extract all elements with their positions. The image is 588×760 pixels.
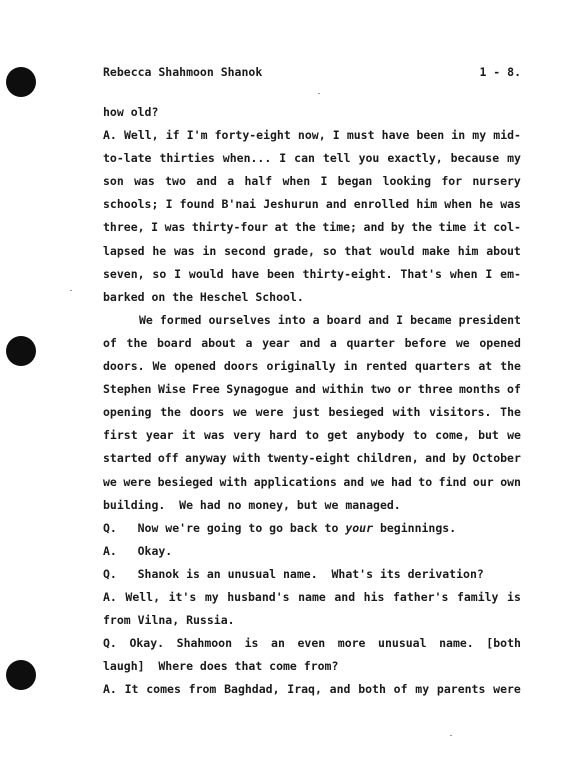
page-number: 1 - 8. <box>479 65 521 79</box>
transcript-line: how old? <box>103 105 159 119</box>
binder-hole-top <box>6 67 36 97</box>
transcript-line: lapsed he was in second grade, so that would make him about <box>103 243 521 258</box>
transcript-line: barked on the Heschel School. <box>103 289 304 304</box>
transcript-line: three, I was thirty-four at the time; and by the time it col- <box>103 220 521 235</box>
transcript-line: seven, so I would have been thirty-eight. That's when I em- <box>103 266 521 281</box>
transcript-line: We formed ourselves into a board and I became president <box>139 312 521 327</box>
transcript-line: Q. Okay. Shahmoon is an even more unusual name. [both <box>103 636 521 651</box>
transcript-body <box>103 101 521 701</box>
transcript-line: Q. Shanok is an unusual name. What's its derivation? <box>103 566 484 581</box>
binder-hole-middle <box>6 336 36 366</box>
transcript-line: opening the doors we were just besieged with visitors. The <box>103 405 521 420</box>
transcript-line: from Vilna, Russia. <box>103 613 235 628</box>
transcript-line: to-late thirties when... I can tell you exactly, because my <box>103 151 521 166</box>
transcript-line: schools; I found B'nai Jeshurun and enrolled him when he was <box>103 197 521 212</box>
transcript-line: doors. We opened doors originally in rented quarters at the <box>103 359 521 374</box>
transcript-line: Stephen Wise Free Synagogue and within two or three months of <box>103 382 521 397</box>
transcript-line: A. Okay. <box>103 543 173 558</box>
transcript-line: son was two and a half when I began looking for nursery <box>103 174 521 189</box>
transcript-line: started off anyway with twenty-eight children, and by October <box>103 451 521 466</box>
transcript-line: laugh] Where does that come from? <box>103 659 339 674</box>
transcript-line: first year it was very hard to get anybody to come, but we <box>103 428 521 443</box>
transcript-line: building. We had no money, but we managed. <box>103 497 401 512</box>
transcript-line: of the board about a year and a quarter before we opened <box>103 335 521 350</box>
transcript-line: A. Well, if I'm forty-eight now, I must have been in my mid- <box>103 128 521 143</box>
transcript-line: Q. Now we're going to go back to your beginnings. <box>103 520 457 535</box>
transcript-line: A. It comes from Baghdad, Iraq, and both of my parents were <box>103 682 521 697</box>
page-header <box>103 65 521 79</box>
transcript-line: we were besieged with applications and we had to find our own <box>103 474 521 489</box>
binder-hole-bottom <box>6 660 36 690</box>
transcript-line: A. Well, it's my husband's name and his father's family is <box>103 589 521 604</box>
interviewee-name: Rebecca Shahmoon Shanok <box>103 65 263 79</box>
